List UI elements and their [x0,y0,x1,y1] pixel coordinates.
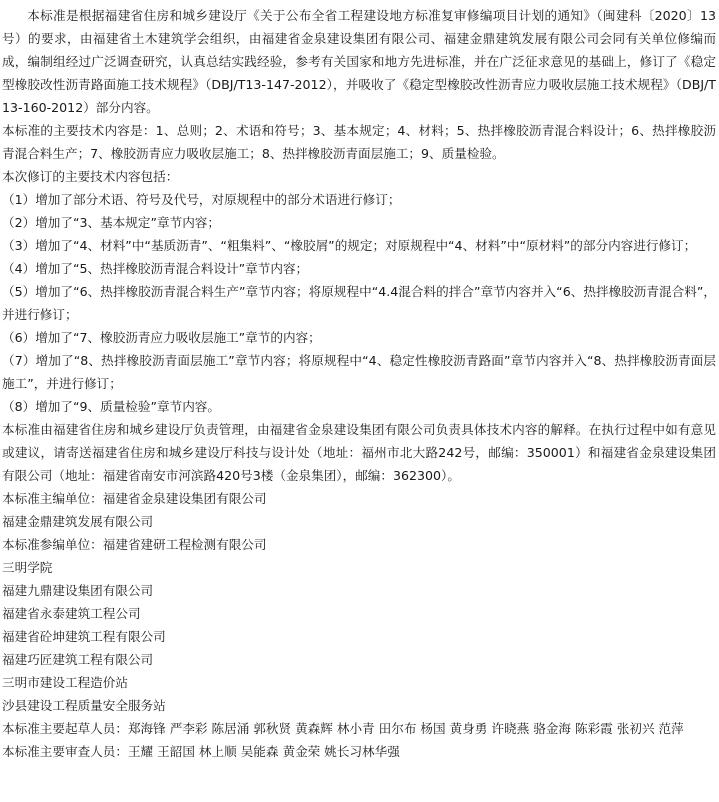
revision-item-6: （6）增加了“7、橡胶沥青应力吸收层施工”章节的内容； [2,330,321,345]
drafters-list: 本标准主要起草人员：郑海锋 严李彩 陈居涌 郭秋贤 黄森辉 林小青 田尔布 杨国 黄身勇 许晓燕 骆金海 陈彩霞 张初兴 范萍 [2,721,684,736]
revision-item-4: （4）增加了“5、热拌橡胶沥青混合料设计”章节内容； [2,261,309,276]
chief-editor-unit-2: 福建金鼎建筑发展有限公司 [2,514,154,529]
chief-editor-unit: 本标准主编单位：福建省金泉建设集团有限公司 [2,491,267,506]
participating-unit-2: 三明学院 [2,560,53,575]
management-paragraph: 本标准由福建省住房和城乡建设厅负责管理，由福建省金泉建设集团有限公司负责具体技术内容的解释。在执行过程中如有意见或建议，请寄送福建省住房和城乡建设厅科技与设计处（地址：福州市北大路242号，邮编：350001）和福建省金泉建设集团有限公司（地址：福建省南安市河滨路420号3楼（金泉集团），邮编：362300）。 [2,422,716,483]
intro-paragraph: 本标准是根据福建省住房和城乡建设厅《关于公布全省工程建设地方标准复审修编项目计划的通知》（闽建科〔2020〕13号）的要求，由福建省土木建筑学会组织，由福建省金泉建设集团有限公司、福建金鼎建筑发展有限公司会同有关单位修编而成，编制组经过广泛调查研究，认真总结实践经验，参考有关国家和地方先进标准，并在广泛征求意见的基础上，修订了《稳定型橡胶改性沥青路面施工技术规程》（DBJ/T13-147-2012），并吸收了《稳定型橡胶改性沥青应力吸收层施工技术规程》（DBJ/T13-160-2012）部分内容。 [2,8,716,115]
revision-item-5: （5）增加了“6、热拌橡胶沥青混合料生产”章节内容；将原规程中“4.4混合料的拌合”章节内容并入“6、热拌橡胶沥青混合料”，并进行修订； [2,284,716,322]
reviewers-list: 本标准主要审查人员：王耀 王韶国 林上顺 吴能森 黄金荣 姚长习林华强 [2,744,400,759]
revision-item-2: （2）增加了“3、基本规定”章节内容； [2,215,220,230]
revision-item-1: （1）增加了部分术语、符号及代号，对原规程中的部分术语进行修订； [2,192,401,207]
participating-unit-5: 福建省砼坤建筑工程有限公司 [2,629,166,644]
participating-unit-8: 沙县建设工程质量安全服务站 [2,698,166,713]
revision-item-8: （8）增加了“9、质量检验”章节内容。 [2,399,220,414]
main-technical-content: 本标准的主要技术内容是：1、总则；2、术语和符号；3、基本规定；4、材料；5、热拌橡胶沥青混合料设计；6、热拌橡胶沥青混合料生产；7、橡胶沥青应力吸收层施工；8、热拌橡胶沥青面层施工；9、质量检验。 [2,123,716,161]
participating-unit-3: 福建九鼎建设集团有限公司 [2,583,154,598]
participating-unit-7: 三明市建设工程造价站 [2,675,128,690]
revision-item-7: （7）增加了“8、热拌橡胶沥青面层施工”章节内容；将原规程中“4、稳定性橡胶沥青路面”章节内容并入“8、热拌橡胶沥青面层施工”，并进行修订； [2,353,716,391]
revision-item-3: （3）增加了“4、材料”中“基质沥青”、“粗集料”、“橡胶屑”的规定；对原规程中“4、材料”中“原材料”的部分内容进行修订； [2,238,697,253]
participating-unit-1: 本标准参编单位：福建省建研工程检测有限公司 [2,537,267,552]
revision-content-heading: 本次修订的主要技术内容包括： [2,169,179,184]
participating-unit-4: 福建省永泰建筑工程公司 [2,606,141,621]
participating-unit-6: 福建巧匠建筑工程有限公司 [2,652,154,667]
